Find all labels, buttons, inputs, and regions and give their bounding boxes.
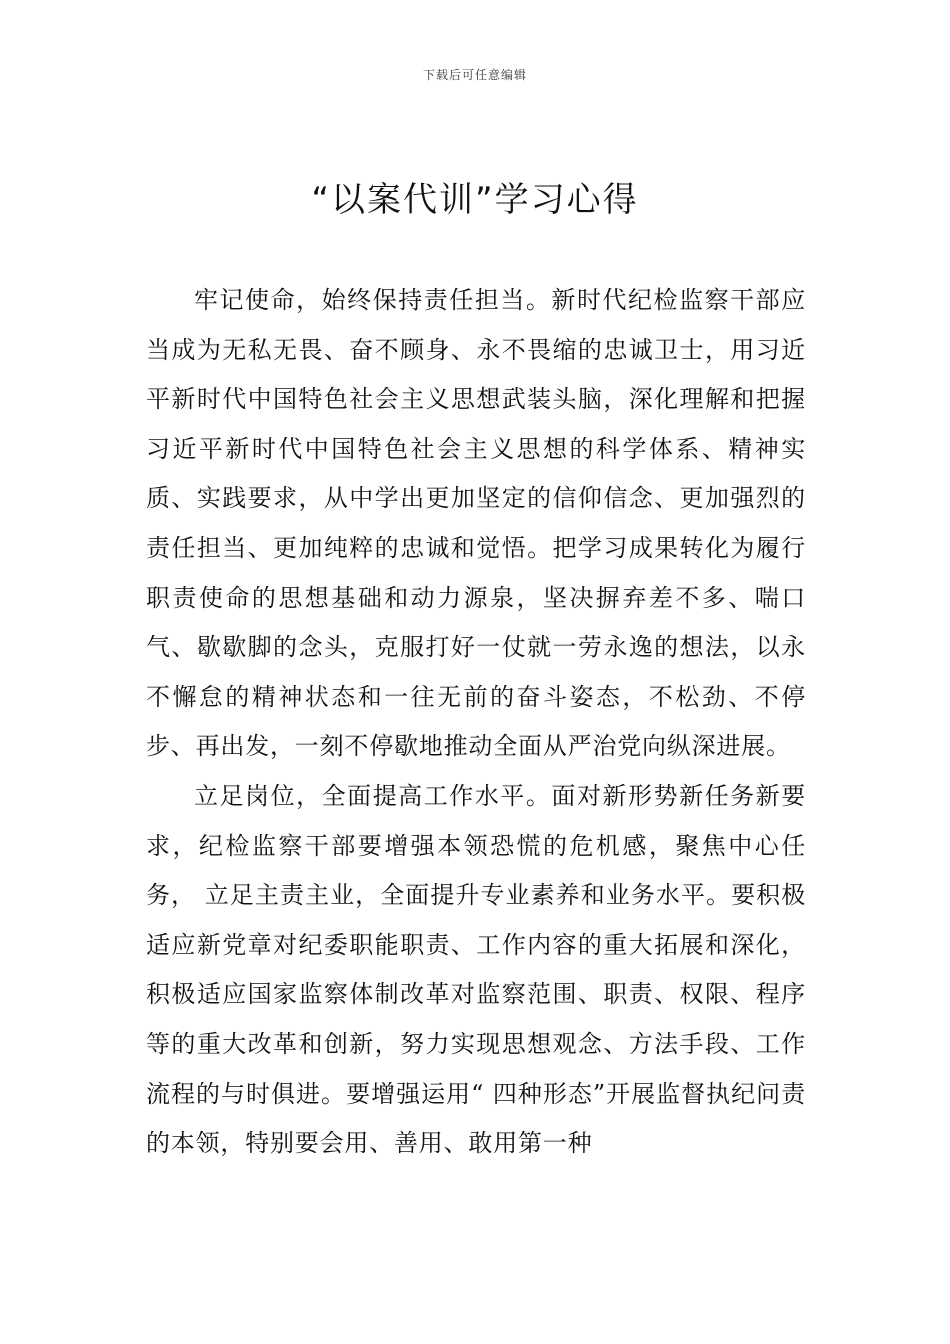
paragraph-2: 立足岗位，全面提高工作水平。面对新形势新任务新要求，纪检监察干部要增强本领恐慌的危机感，聚焦中心任务， 立足主责主业，全面提升专业素养和业务水平。要积极适应新党章对纪委职能职责、工作内容的重大拓展和深化，积极适应国家监察体制改革对监察范围、职责、权限、程序等的重大改革和创新，努力实现思想观念、方法手段、工作流程的与时俱进。要增强运用“ 四种形态”开展监督执纪问责的本领，特别要会用、善用、敢用第一种 — [146, 781, 806, 1158]
header-note: 下载后可任意编辑 — [422, 68, 527, 82]
paragraph-1: 牢记使命，始终保持责任担当。新时代纪检监察干部应当成为无私无畏、奋不顾身、永不畏缩的忠诚卫士，用习近平新时代中国特色社会主义思想武装头脑，深化理解和把握习近平新时代中国特色社会主义思想的科学体系、精神实质、实践要求，从中学出更加坚定的信仰信念、更加强烈的责任担当、更加纯粹的忠诚和觉悟。把学习成果转化为履行职责使命的思想基础和动力源泉，坚决摒弃差不多、喘口气、歇歇脚的念头，克服打好一仗就一劳永逸的想法，以永不懈怠的精神状态和一往无前的奋斗姿态，不松劲、不停步、再出发，一刻不停歇地推动全面从严治党向纵深进展。 — [146, 286, 806, 761]
document-body — [146, 276, 806, 1169]
document-title: “以案代训”学习心得 — [311, 180, 639, 220]
